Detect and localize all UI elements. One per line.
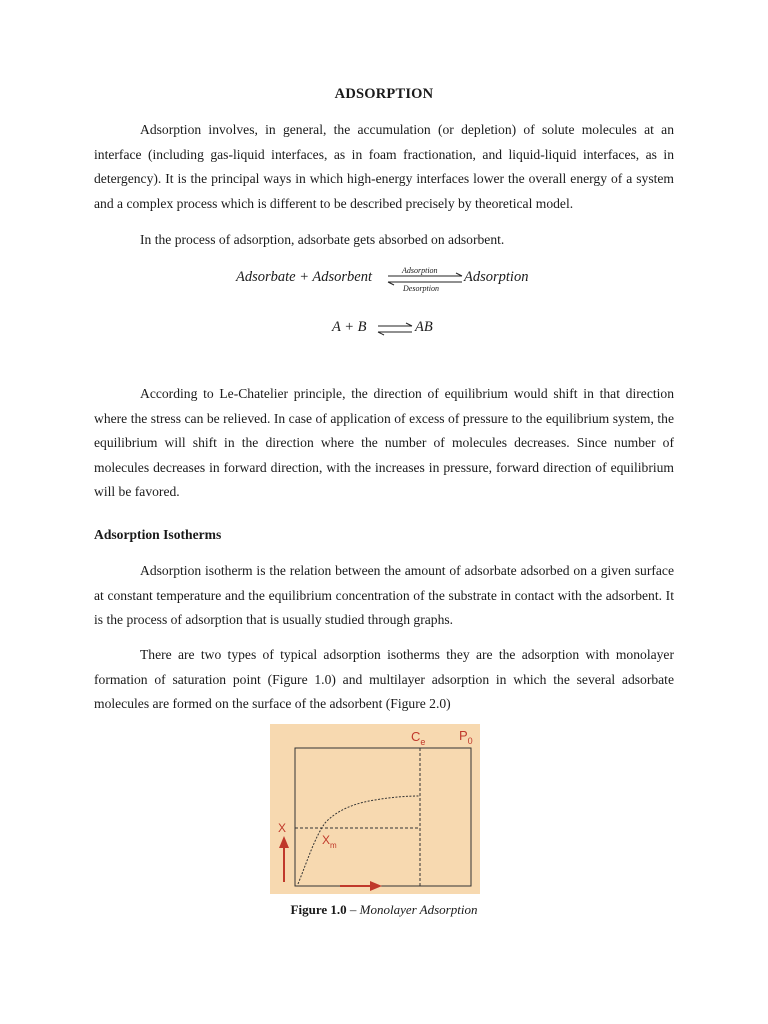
- p0-label: $P_0$: [459, 728, 473, 746]
- paragraph-isotherm-definition: Adsorption isotherm is the relation between the amount of adsorbate adsorbed on a given surface at constant temperature and the equilibrium concentration of the substrate in contact with the adsorbent. It is the process of adsorption that is usually studied through graphs.: [94, 563, 674, 628]
- section-heading: Adsorption Isotherms: [94, 527, 222, 542]
- monolayer-adsorption-figure: [270, 724, 480, 894]
- equation1-reactants: Adsorbate + Adsorbent: [236, 269, 372, 285]
- ce-label: $C_e$: [411, 729, 426, 747]
- document-title: ADSORPTION: [334, 86, 434, 102]
- figure-caption: [0, 902, 768, 918]
- equation1-backward-label: Desorption: [403, 284, 439, 293]
- paragraph-intro: Adsorption involves, in general, the accumulation (or depletion) of solute molecules at an interface (including gas-liquid interfaces, as in foam fractionation, and liquid-liquid interfaces, as in detergency). It is the principal ways in which high-energy interfaces lower the overall energy of a system and a complex process which is different to be described precisely by theoretical model.: [94, 122, 674, 211]
- figure-caption-label: Figure 1.0: [290, 902, 347, 917]
- equation2-product: AB: [415, 319, 433, 335]
- equilibrium-arrow-icon: [376, 322, 414, 336]
- x-label: X: [278, 821, 287, 835]
- figure-background: [270, 724, 480, 894]
- paragraph-isotherm-types: There are two types of typical adsorption isotherms they are the adsorption with monolayer formation of saturation point (Figure 1.0) and multilayer adsorption in which the several adsorbate molecules are formed on the surface of the adsorbent (Figure 2.0): [94, 647, 674, 712]
- equation1-product: Adsorption: [464, 269, 529, 285]
- figure-caption-text: Monolayer Adsorption: [359, 902, 478, 917]
- paragraph-le-chatelier: According to Le-Chatelier principle, the direction of equilibrium would shift in that direction where the stress can be relieved. In case of application of excess of pressure to the equilibrium system, the equilibrium will shift in the direction where the number of molecules decreases. Since number of molecules decreases in forward direction, with the increases in pressure, forward direction of equilibrium will be favored.: [94, 386, 674, 500]
- equation1-forward-label: Adsorption: [402, 266, 438, 275]
- paragraph-process: In the process of adsorption, adsorbate gets absorbed on adsorbent.: [140, 232, 505, 247]
- equation2-reactants: A + B: [332, 319, 367, 335]
- xm-label: $X_m$: [322, 833, 337, 850]
- figure-caption-separator: –: [346, 902, 360, 917]
